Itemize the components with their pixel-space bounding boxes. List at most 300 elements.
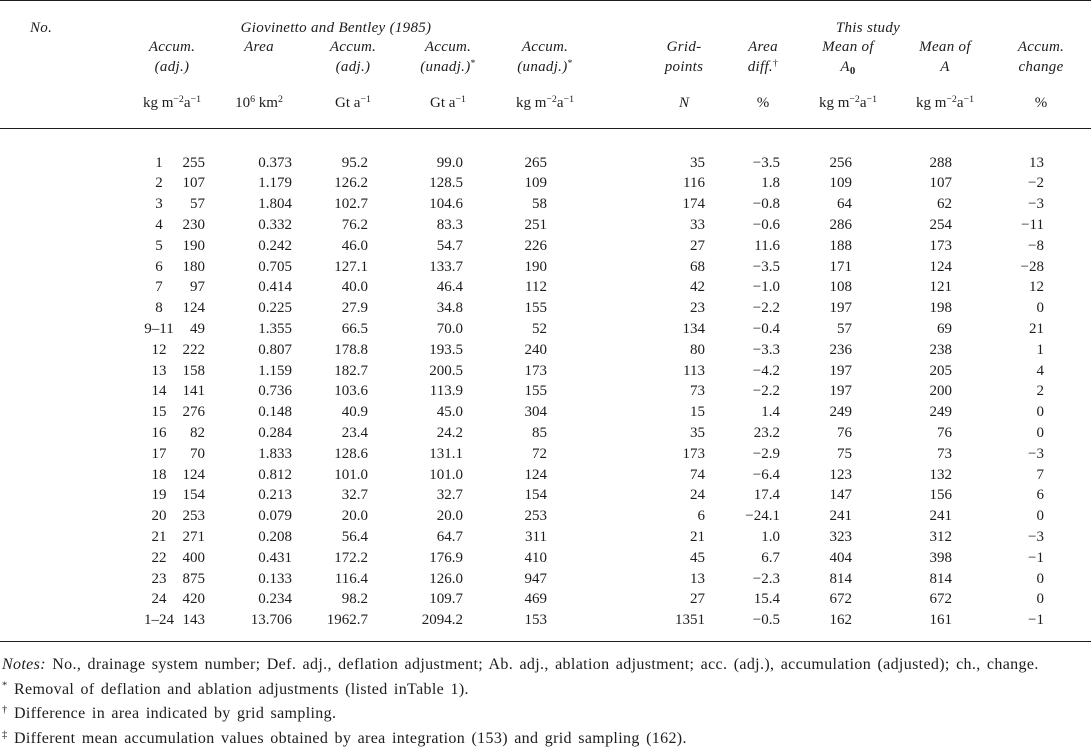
cell-area: 0.812 [258, 466, 292, 483]
header-line: change [1018, 59, 1064, 75]
cell-area: 1.355 [258, 320, 292, 337]
cell-accum-unadj-kg: 155 [524, 300, 547, 317]
cell-accum-adj-kg: 70 [190, 445, 205, 462]
cell-area: 1.833 [258, 445, 292, 462]
cell-grid-points: 174 [682, 196, 705, 213]
unit-text: Gt a [335, 95, 361, 111]
cell-accum-unadj-gt: 83.3 [436, 216, 463, 233]
unit-text: Gt a [430, 95, 456, 111]
cell-grid-points: 21 [690, 528, 705, 545]
cell-no: 19 [151, 487, 167, 504]
cell-grid-points: 173 [682, 445, 705, 462]
cell-mean-a0: 76 [837, 424, 852, 441]
cell-accum-unadj-gt: 34.8 [436, 300, 463, 317]
top-rule [0, 0, 1091, 1]
column-header-accum-unadj-kg [500, 37, 590, 77]
note-abbreviations [2, 653, 1087, 678]
cell-accum-adj-kg: 158 [182, 362, 205, 379]
cell-area: 0.332 [258, 216, 292, 233]
cell-grid-points: 33 [690, 216, 705, 233]
footnote-mark: ‡ [2, 729, 8, 741]
header-line: Accum. [521, 39, 569, 55]
cell-accum-adj-gt: 66.5 [341, 320, 368, 337]
unit-area-diff [718, 93, 808, 113]
cell-accum-adj-gt: 40.9 [341, 404, 368, 421]
cell-accum-adj-gt: 182.7 [334, 362, 368, 379]
cell-grid-points: 116 [683, 175, 705, 192]
cell-accum-unadj-gt: 32.7 [436, 487, 463, 504]
header-line: points [664, 59, 704, 75]
cell-accum-change: 4 [1036, 362, 1044, 379]
cell-accum-unadj-gt: 20.0 [436, 508, 463, 525]
cell-area: 13.706 [250, 612, 292, 629]
header-text: (unadj.) [420, 59, 471, 75]
cell-no: 12 [151, 341, 167, 358]
cell-accum-adj-kg: 276 [182, 404, 205, 421]
cell-mean-a: 124 [929, 258, 952, 275]
cell-accum-unadj-kg: 155 [524, 383, 547, 400]
cell-accum-unadj-kg: 72 [532, 445, 547, 462]
header-line: (adj.) [335, 59, 371, 75]
table-row [0, 173, 1091, 194]
cell-mean-a0: 256 [829, 154, 852, 171]
header-line [403, 57, 493, 77]
cell-mean-a: 312 [929, 528, 952, 545]
cell-accum-unadj-kg: 304 [524, 404, 547, 421]
cell-accum-unadj-gt: 131.1 [429, 445, 463, 462]
cell-mean-a0: 404 [829, 549, 852, 566]
cell-mean-a0: 57 [837, 320, 852, 337]
footnote [2, 727, 1087, 752]
cell-area-diff: −4.2 [752, 362, 780, 379]
cell-area-diff: −0.6 [752, 216, 780, 233]
table-row [0, 485, 1091, 506]
unit-area [214, 93, 304, 113]
unit-text: km [255, 95, 278, 111]
cell-accum-change: 7 [1036, 466, 1044, 483]
cell-accum-unadj-kg: 469 [524, 591, 547, 608]
cell-no: 13 [151, 362, 167, 379]
cell-area: 1.804 [258, 196, 292, 213]
cell-grid-points: 13 [690, 570, 705, 587]
cell-accum-adj-kg: 190 [182, 237, 205, 254]
unit-exponent: −1 [455, 94, 466, 106]
unit-text: kg m [915, 95, 947, 111]
cell-mean-a0: 108 [829, 279, 852, 296]
header-line: (adj.) [154, 59, 190, 75]
unit-text: % [756, 95, 770, 111]
table-row [0, 277, 1091, 298]
header-line: Accum. [148, 39, 196, 55]
header-rule [0, 128, 1091, 129]
footnote-mark: † [2, 705, 8, 717]
cell-grid-points: 27 [690, 237, 705, 254]
unit-text: kg m [818, 95, 850, 111]
cell-accum-adj-gt: 46.0 [341, 237, 368, 254]
cell-accum-adj-kg: 222 [182, 341, 205, 358]
table-row [0, 319, 1091, 340]
cell-mean-a0: 249 [829, 404, 852, 421]
cell-accum-change: −3 [1028, 196, 1044, 213]
cell-area-diff: −3.3 [752, 341, 780, 358]
cell-grid-points: 24 [690, 487, 705, 504]
cell-accum-adj-gt: 56.4 [341, 528, 368, 545]
table-row [0, 569, 1091, 590]
cell-mean-a: 200 [929, 383, 952, 400]
cell-accum-adj-kg: 271 [182, 528, 205, 545]
cell-accum-adj-kg: 253 [182, 508, 205, 525]
cell-accum-unadj-kg: 240 [524, 341, 547, 358]
cell-area: 0.208 [258, 528, 292, 545]
cell-accum-adj-kg: 124 [182, 300, 205, 317]
cell-no: 3 [155, 196, 163, 213]
cell-grid-points: 42 [690, 279, 705, 296]
cell-no: 18 [151, 466, 167, 483]
cell-accum-change: −28 [1020, 258, 1044, 275]
column-header-grid-points [639, 37, 729, 77]
header-line [718, 57, 808, 77]
cell-accum-change: 0 [1036, 404, 1044, 421]
unit-text: kg m [515, 95, 547, 111]
cell-mean-a0: 75 [837, 445, 852, 462]
cell-grid-points: 134 [682, 320, 705, 337]
cell-accum-unadj-gt: 24.2 [436, 424, 463, 441]
unit-accum-adj-gt [308, 93, 398, 113]
unit-accum-unadj-gt [403, 93, 493, 113]
cell-accum-change: 0 [1036, 570, 1044, 587]
cell-area-diff: 6.7 [761, 549, 780, 566]
footnote-text: Different mean accumulation values obtained by area integration (153) and grid sampling (162). [13, 730, 687, 748]
cell-accum-adj-kg: 57 [190, 196, 205, 213]
header-line [803, 57, 893, 77]
cell-area-diff: 1.4 [761, 404, 780, 421]
cell-grid-points: 23 [690, 300, 705, 317]
cell-accum-unadj-kg: 154 [524, 487, 547, 504]
cell-accum-change: −1 [1028, 549, 1044, 566]
cell-accum-change: −3 [1028, 445, 1044, 462]
header-subscript: 0 [849, 65, 856, 78]
cell-mean-a: 173 [929, 237, 952, 254]
cell-accum-change: 6 [1036, 487, 1044, 504]
unit-exponent: −1 [190, 94, 202, 106]
cell-mean-a: 238 [929, 341, 952, 358]
cell-no: 20 [151, 508, 167, 525]
footnote-mark: * [2, 680, 8, 692]
cell-mean-a: 62 [937, 196, 952, 213]
table-row [0, 423, 1091, 444]
cell-accum-adj-kg: 400 [182, 549, 205, 566]
table-row [0, 589, 1091, 610]
cell-accum-unadj-gt: 70.0 [436, 320, 463, 337]
column-header-area-diff [718, 37, 808, 77]
cell-mean-a0: 171 [829, 258, 852, 275]
cell-area: 0.133 [258, 570, 292, 587]
cell-mean-a0: 123 [829, 466, 852, 483]
bottom-rule [0, 641, 1091, 642]
cell-mean-a: 398 [929, 549, 952, 566]
cell-accum-adj-gt: 95.2 [341, 154, 368, 171]
unit-accum-change [996, 93, 1086, 113]
cell-area: 1.179 [258, 175, 292, 192]
table-row [0, 402, 1091, 423]
table-row [0, 361, 1091, 382]
unit-exponent: 2 [277, 94, 283, 106]
cell-accum-change: 0 [1036, 424, 1044, 441]
cell-mean-a0: 64 [837, 196, 852, 213]
unit-text: N [678, 95, 689, 111]
cell-grid-points: 35 [690, 154, 705, 171]
table-row [0, 257, 1091, 278]
cell-no: 24 [151, 591, 167, 608]
cell-grid-points: 113 [683, 362, 705, 379]
cell-accum-adj-kg: 141 [182, 383, 205, 400]
cell-accum-adj-gt: 116.4 [334, 570, 368, 587]
unit-grid-points [639, 93, 729, 113]
cell-accum-adj-kg: 420 [182, 591, 205, 608]
cell-accum-unadj-gt: 46.4 [436, 279, 463, 296]
cell-area-diff: −24.1 [745, 508, 780, 525]
cell-accum-change: −2 [1028, 175, 1044, 192]
cell-mean-a: 161 [929, 612, 952, 629]
cell-area-diff: 1.0 [761, 528, 780, 545]
cell-mean-a: 205 [929, 362, 952, 379]
cell-area-diff: −2.2 [752, 300, 780, 317]
cell-accum-unadj-gt: 99.0 [436, 154, 463, 171]
cell-accum-adj-kg: 107 [182, 175, 205, 192]
cell-accum-change: 13 [1029, 154, 1044, 171]
unit-text: % [1034, 95, 1048, 111]
table-row [0, 527, 1091, 548]
table-body [0, 153, 1091, 631]
table-row [0, 298, 1091, 319]
cell-accum-change: 0 [1036, 591, 1044, 608]
cell-accum-unadj-kg: 58 [532, 196, 547, 213]
cell-mean-a: 73 [937, 445, 952, 462]
cell-mean-a0: 109 [829, 175, 852, 192]
column-header-mean-a [900, 37, 990, 77]
cell-accum-adj-kg: 49 [190, 320, 205, 337]
table-row [0, 381, 1091, 402]
cell-accum-adj-gt: 128.6 [334, 445, 368, 462]
cell-mean-a0: 236 [829, 341, 852, 358]
cell-accum-unadj-kg: 173 [524, 362, 547, 379]
cell-grid-points: 80 [690, 341, 705, 358]
cell-no: 23 [151, 570, 167, 587]
cell-accum-adj-gt: 98.2 [341, 591, 368, 608]
unit-text: a [956, 95, 964, 111]
header-line: Mean of [822, 39, 874, 55]
cell-accum-change: −3 [1028, 528, 1044, 545]
cell-accum-unadj-kg: 190 [524, 258, 547, 275]
header-line [500, 57, 590, 77]
cell-mean-a0: 241 [829, 508, 852, 525]
cell-area-diff: −2.3 [752, 570, 780, 587]
cell-mean-a: 254 [929, 216, 952, 233]
cell-accum-adj-gt: 101.0 [334, 466, 368, 483]
header-text: (unadj.) [517, 59, 568, 75]
cell-no: 15 [151, 404, 167, 421]
cell-accum-adj-kg: 230 [182, 216, 205, 233]
unit-exponent: −1 [963, 94, 975, 106]
header-line: Grid- [666, 39, 702, 55]
cell-accum-adj-gt: 40.0 [341, 279, 368, 296]
cell-area-diff: −6.4 [752, 466, 780, 483]
cell-accum-adj-gt: 23.4 [341, 424, 368, 441]
cell-area: 0.225 [258, 300, 292, 317]
cell-area: 1.159 [258, 362, 292, 379]
cell-accum-unadj-kg: 52 [532, 320, 547, 337]
cell-accum-adj-kg: 124 [182, 466, 205, 483]
cell-accum-unadj-gt: 200.5 [429, 362, 463, 379]
cell-area-diff: 17.4 [753, 487, 780, 504]
unit-text: 10 [235, 95, 251, 111]
cell-mean-a0: 188 [829, 237, 852, 254]
cell-area: 0.234 [258, 591, 292, 608]
cell-accum-adj-kg: 154 [182, 487, 205, 504]
cell-area: 0.213 [258, 487, 292, 504]
cell-accum-unadj-gt: 101.0 [429, 466, 463, 483]
cell-area-diff: 23.2 [753, 424, 780, 441]
column-header-accum-unadj-gt [403, 37, 493, 77]
cell-accum-unadj-gt: 113.9 [429, 383, 463, 400]
unit-mean-a0 [803, 93, 893, 113]
notes-label: Notes: [2, 656, 46, 673]
footnote-mark: † [773, 58, 779, 70]
cell-no: 9–11 [144, 320, 174, 337]
cell-area-diff: −0.5 [752, 612, 780, 629]
cell-accum-unadj-kg: 112 [525, 279, 547, 296]
cell-area: 0.807 [258, 341, 292, 358]
header-line: Accum. [329, 39, 377, 55]
cell-grid-points: 73 [690, 383, 705, 400]
cell-no: 17 [151, 445, 167, 462]
cell-accum-change: −11 [1021, 216, 1044, 233]
cell-accum-change: −1 [1028, 612, 1044, 629]
cell-mean-a: 76 [937, 424, 952, 441]
table-row [0, 153, 1091, 174]
header-line: Mean of [919, 39, 971, 55]
cell-mean-a: 156 [929, 487, 952, 504]
unit-text: a [183, 95, 191, 111]
unit-text: kg m [142, 95, 174, 111]
cell-accum-unadj-gt: 193.5 [429, 341, 463, 358]
table-row [0, 610, 1091, 631]
cell-accum-adj-gt: 20.0 [341, 508, 368, 525]
cell-area-diff: −3.5 [752, 258, 780, 275]
cell-area-diff: −0.8 [752, 196, 780, 213]
cell-accum-adj-gt: 27.9 [341, 300, 368, 317]
cell-accum-change: 0 [1036, 508, 1044, 525]
cell-accum-adj-gt: 32.7 [341, 487, 368, 504]
cell-area: 0.242 [258, 237, 292, 254]
cell-area-diff: 11.6 [754, 237, 780, 254]
cell-no: 1 [155, 154, 163, 171]
cell-accum-adj-gt: 127.1 [334, 258, 368, 275]
cell-area: 0.431 [258, 549, 292, 566]
cell-mean-a0: 672 [829, 591, 852, 608]
unit-exponent: −1 [563, 94, 575, 106]
cell-grid-points: 15 [690, 404, 705, 421]
cell-area: 0.373 [258, 154, 292, 171]
cell-accum-unadj-gt: 45.0 [436, 404, 463, 421]
unit-accum-unadj-kg [500, 93, 590, 113]
cell-mean-a0: 323 [829, 528, 852, 545]
cell-no: 5 [155, 237, 163, 254]
cell-mean-a0: 197 [829, 383, 852, 400]
cell-mean-a: 132 [929, 466, 952, 483]
cell-grid-points: 35 [690, 424, 705, 441]
cell-area-diff: −2.2 [752, 383, 780, 400]
cell-no: 7 [155, 279, 163, 296]
cell-no: 6 [155, 258, 163, 275]
table-row [0, 194, 1091, 215]
header-line: Accum. [1017, 39, 1065, 55]
table-row [0, 506, 1091, 527]
cell-accum-adj-kg: 143 [182, 612, 205, 629]
unit-mean-a [900, 93, 990, 113]
cell-area: 0.148 [258, 404, 292, 421]
cell-accum-unadj-gt: 133.7 [429, 258, 463, 275]
column-header-no: No. [30, 20, 53, 36]
cell-accum-unadj-gt: 176.9 [429, 549, 463, 566]
cell-accum-unadj-gt: 64.7 [436, 528, 463, 545]
header-line: Accum. [424, 39, 472, 55]
cell-no: 21 [151, 528, 167, 545]
cell-no: 14 [151, 383, 167, 400]
cell-grid-points: 1351 [675, 612, 705, 629]
cell-accum-unadj-kg: 947 [524, 570, 547, 587]
cell-no: 16 [151, 424, 167, 441]
cell-accum-unadj-gt: 54.7 [436, 237, 463, 254]
cell-accum-adj-kg: 875 [182, 570, 205, 587]
unit-accum-adj-kg [127, 93, 217, 113]
cell-area: 0.736 [258, 383, 292, 400]
unit-exponent: −2 [546, 94, 557, 106]
cell-area-diff: 15.4 [753, 591, 780, 608]
cell-mean-a0: 814 [829, 570, 852, 587]
cell-no: 22 [151, 549, 167, 566]
unit-exponent: −2 [946, 94, 957, 106]
cell-grid-points: 27 [690, 591, 705, 608]
cell-mean-a0: 162 [829, 612, 852, 629]
cell-mean-a: 241 [929, 508, 952, 525]
header-line: Area [244, 39, 274, 55]
cell-grid-points: 74 [690, 466, 705, 483]
cell-accum-change: 1 [1036, 341, 1044, 358]
cell-mean-a: 249 [929, 404, 952, 421]
table-notes [2, 653, 1087, 752]
cell-accum-adj-gt: 102.7 [334, 196, 368, 213]
cell-no: 1–24 [144, 612, 174, 629]
cell-accum-adj-gt: 178.8 [334, 341, 368, 358]
table-row [0, 444, 1091, 465]
footnote-text: Difference in area indicated by grid sampling. [13, 705, 337, 723]
group-header-this-study: This study [835, 20, 901, 36]
footnote [2, 702, 1087, 727]
cell-accum-unadj-kg: 226 [524, 237, 547, 254]
cell-accum-unadj-kg: 85 [532, 424, 547, 441]
header-line: A [940, 59, 950, 75]
cell-area: 0.414 [258, 279, 292, 296]
column-header-accum-change [996, 37, 1086, 77]
cell-mean-a: 69 [937, 320, 952, 337]
footnote-text: Removal of deflation and ablation adjustments (listed inTable 1). [13, 680, 469, 698]
cell-area-diff: −3.5 [752, 154, 780, 171]
cell-accum-change: −8 [1028, 237, 1044, 254]
cell-accum-adj-gt: 76.2 [341, 216, 368, 233]
cell-mean-a: 121 [929, 279, 952, 296]
cell-grid-points: 45 [690, 549, 705, 566]
